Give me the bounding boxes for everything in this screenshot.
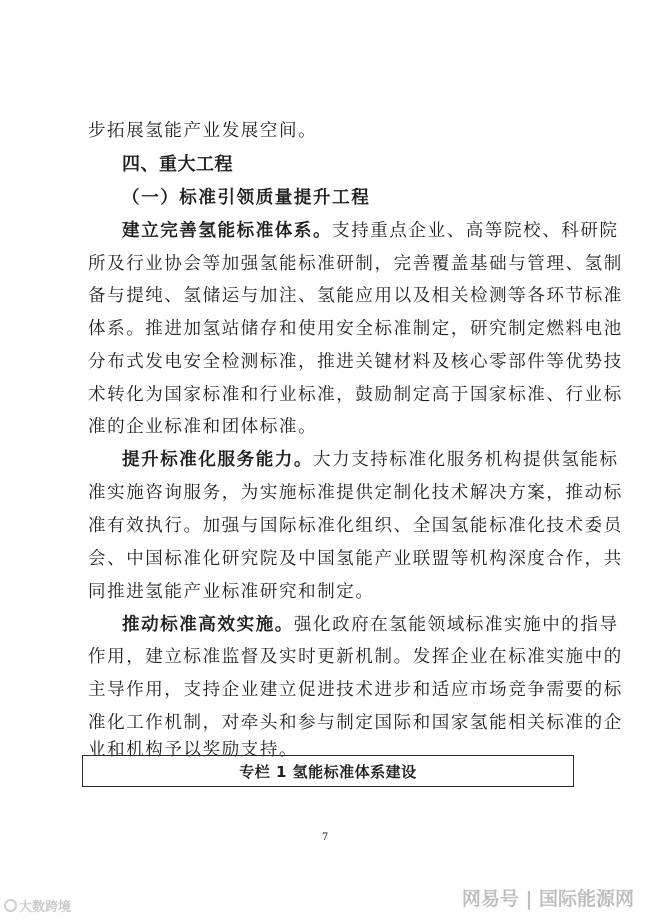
paragraph-line: 准有效执行。加强与国际标准化组织、全国氢能标准化技术委员 bbox=[88, 516, 623, 536]
paragraph-line: 主导作用，支持企业建立促进技术进步和适应市场竞争需要的标 bbox=[88, 680, 623, 700]
paragraph-line: 会、中国标准化研究院及中国氢能产业联盟等机构深度合作，共 bbox=[88, 549, 623, 569]
paragraph-line: 分布式发电安全检测标准，推进关键材料及核心零部件等优势技 bbox=[88, 352, 623, 372]
page-number: 7 bbox=[321, 832, 329, 843]
paragraph-line bbox=[122, 219, 622, 243]
section-heading: 四、重大工程 bbox=[122, 154, 233, 175]
bold-lead: 建立完善氢能标准体系。 bbox=[122, 221, 333, 241]
paragraph-line: 准化工作机制，对牵头和参与制定国际和国家氢能相关标准的企 bbox=[88, 713, 623, 733]
paragraph-line: 术转化为国家标准和行业标准，鼓励制定高于国家标准、行业标 bbox=[88, 385, 623, 405]
watermark-left bbox=[4, 896, 71, 915]
paragraph-line: 步拓展氢能产业发展空间。 bbox=[88, 121, 318, 141]
bold-lead: 提升标准化服务能力。 bbox=[122, 450, 313, 470]
paragraph-line: 业和机构予以奖励支持。 bbox=[88, 740, 299, 760]
logo-icon bbox=[4, 899, 17, 912]
column-box-title: 专栏 1 氢能标准体系建设 bbox=[82, 755, 574, 787]
paragraph-line: 准的企业标准和团体标准。 bbox=[88, 417, 318, 437]
paragraph-line: 作用，建立标准监督及实时更新机制。发挥企业在标准实施中的 bbox=[88, 647, 623, 667]
paragraph-line: 所及行业协会等加强氢能标准研制，完善覆盖基础与管理、氢制 bbox=[88, 254, 623, 274]
paragraph-line: 体系。推进加氢站储存和使用安全标准制定，研究制定燃料电池 bbox=[88, 319, 623, 339]
paragraph-text: 大力支持标准化服务机构提供氢能标 bbox=[313, 450, 619, 470]
watermark-left-text: 大数跨境 bbox=[19, 900, 72, 915]
paragraph-text: 支持重点企业、高等院校、科研院 bbox=[332, 221, 619, 241]
bold-lead: 推动标准高效实施。 bbox=[122, 615, 294, 635]
subsection-heading: （一）标准引领质量提升工程 bbox=[122, 188, 371, 208]
watermark-right: 网易号 | 国际能源网 bbox=[461, 888, 634, 910]
paragraph-line: 备与提纯、氢储运与加注、氢能应用以及相关检测等各环节标准 bbox=[88, 286, 623, 306]
paragraph-line: 准实施咨询服务，为实施标准提供定制化技术解决方案，推动标 bbox=[88, 483, 623, 503]
paragraph-text: 强化政府在氢能领域标准实施中的指导 bbox=[293, 615, 619, 635]
paragraph-line bbox=[122, 448, 622, 472]
paragraph-line bbox=[122, 613, 622, 637]
paragraph-line: 同推进氢能产业标准研究和制定。 bbox=[88, 582, 375, 602]
